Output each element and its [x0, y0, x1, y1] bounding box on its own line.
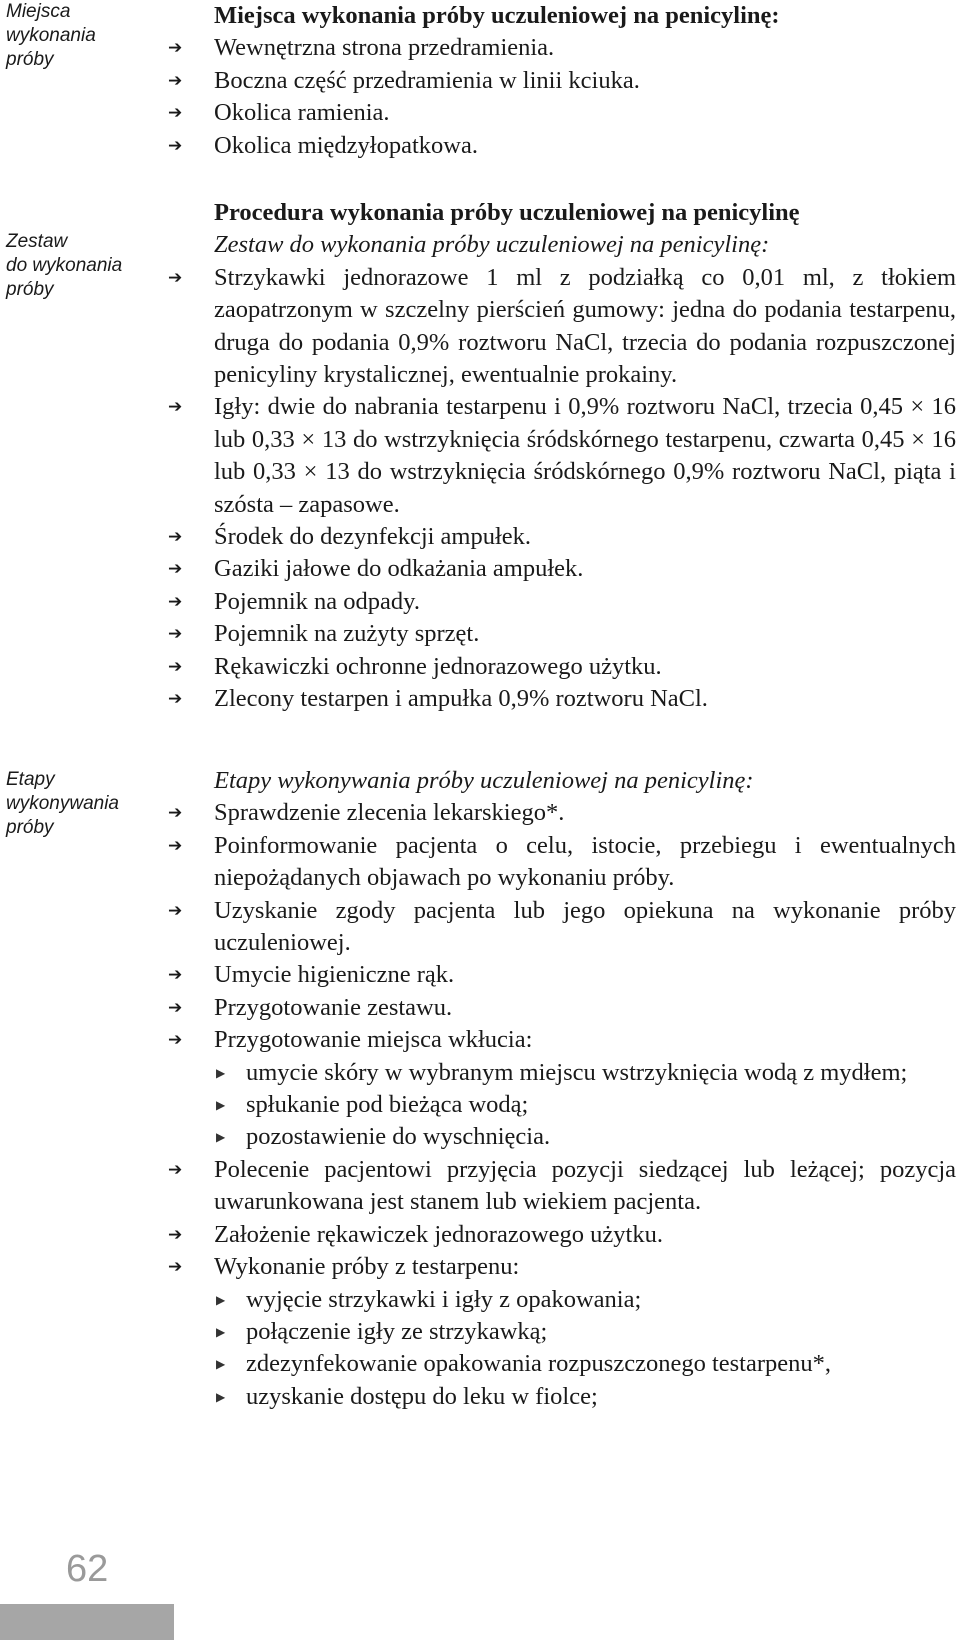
list-item-text: Strzykawki jednorazowe 1 ml z podziałką co 0,01 ml, z tłokiem zaopatrzonym w szczelny pierścień gumowy: jedna do podania testarpenu, druga do podania 0,9% roztworu NaCl, trzecia do podania rozpuszczonej penicyliny krystalicznej, ewentualnie prokainy.	[214, 263, 956, 389]
sub-list-item	[216, 1121, 956, 1153]
margin-label-etapy: Etapy wykonywania próby	[6, 769, 119, 838]
list-item	[168, 521, 956, 553]
sub-list-item-text: zdezynfekowanie opakowania rozpuszczonego testarpenu*,	[246, 1350, 832, 1378]
list-item	[168, 130, 956, 162]
list-item	[168, 651, 956, 683]
arrow-right-icon: ➔	[168, 397, 183, 418]
triangle-right-icon: ▶	[216, 1292, 226, 1307]
triangle-right-icon: ▶	[216, 1357, 226, 1372]
list-item	[168, 553, 956, 585]
sub-list-item	[216, 1089, 956, 1121]
arrow-right-icon: ➔	[168, 803, 183, 824]
list-item-text: Poinformowanie pacjenta o celu, istocie, przebiegu i ewentualnych niepożądanych objawach po wykonaniu próby.	[214, 831, 956, 892]
list-item	[168, 683, 956, 715]
list-item	[168, 32, 956, 64]
arrow-right-icon: ➔	[168, 1224, 183, 1245]
list-item-text: Środek do dezynfekcji ampułek.	[214, 523, 532, 551]
list-item-text: Zlecony testarpen i ampułka 0,9% roztworu NaCl.	[214, 685, 708, 713]
list-item-text: Okolica międzyłopatkowa.	[214, 131, 478, 159]
list-item-text: Założenie rękawiczek jednorazowego użytku.	[214, 1220, 663, 1248]
sub-list-item	[216, 1381, 956, 1413]
list-item	[168, 97, 956, 129]
arrow-right-icon: ➔	[168, 1030, 183, 1051]
list-item-text: Rękawiczki ochronne jednorazowego użytku.	[214, 652, 662, 680]
arrow-right-icon: ➔	[168, 70, 183, 91]
list-item-text: Okolica ramienia.	[214, 99, 390, 127]
section-heading: Miejsca wykonania próby uczuleniowej na penicylinę:	[214, 2, 780, 29]
list-item	[168, 830, 956, 895]
list-item-text: Gaziki jałowe do odkażania ampułek.	[214, 555, 584, 583]
list-item-text: Przygotowanie miejsca wkłucia:	[214, 1026, 533, 1054]
sub-list-item	[216, 1057, 956, 1089]
list-item	[168, 992, 956, 1024]
arrow-right-icon: ➔	[168, 900, 183, 921]
list-item-text: Przygotowanie zestawu.	[214, 993, 453, 1021]
triangle-right-icon: ▶	[216, 1065, 226, 1080]
sub-list-item	[216, 1284, 956, 1316]
list-item-text: Wewnętrzna strona przedramienia.	[214, 34, 555, 62]
arrow-right-icon: ➔	[168, 689, 183, 710]
arrow-right-icon: ➔	[168, 624, 183, 645]
list-item-text: Umycie higieniczne rąk.	[214, 961, 455, 989]
arrow-right-icon: ➔	[168, 965, 183, 986]
arrow-right-icon: ➔	[168, 656, 183, 677]
arrow-right-icon: ➔	[168, 135, 183, 156]
list-item	[168, 391, 956, 521]
list-item-text: Wykonanie próby z testarpenu:	[214, 1253, 520, 1281]
triangle-right-icon: ▶	[216, 1130, 226, 1145]
arrow-right-icon: ➔	[168, 1159, 183, 1180]
list-item	[168, 1154, 956, 1219]
triangle-right-icon: ▶	[216, 1389, 226, 1404]
sub-list-item	[216, 1348, 956, 1380]
list-item-text: Pojemnik na odpady.	[214, 587, 420, 615]
sub-list-item	[216, 1316, 956, 1348]
list-item	[168, 1219, 956, 1251]
list-item-text: Uzyskanie zgody pacjenta lub jego opiekuna na wykonanie próby uczuleniowej.	[214, 896, 956, 957]
section-etapy-content	[168, 765, 956, 1413]
list-item-text: Boczna część przedramienia w linii kciuka.	[214, 66, 640, 94]
sub-list-item-text: spłukanie pod bieżąca wodą;	[246, 1091, 529, 1119]
list-item	[168, 895, 956, 960]
arrow-right-icon: ➔	[168, 835, 183, 856]
list-item	[168, 797, 956, 829]
section-miejsca-content	[168, 0, 956, 162]
list-item-text: Sprawdzenie zlecenia lekarskiego*.	[214, 799, 565, 827]
sub-list-item-text: uzyskanie dostępu do leku w fiolce;	[246, 1382, 598, 1410]
list-item	[168, 959, 956, 991]
sub-list-item-text: pozostawienie do wyschnięcia.	[246, 1123, 551, 1151]
arrow-right-icon: ➔	[168, 267, 183, 288]
sub-list-item-text: wyjęcie strzykawki i igły z opakowania;	[246, 1285, 642, 1313]
triangle-right-icon: ▶	[216, 1098, 226, 1113]
page-number: 62	[66, 1548, 109, 1590]
list-item	[168, 262, 956, 392]
equipment-subheading: Zestaw do wykonania próby uczuleniowej na penicylinę:	[214, 231, 770, 259]
margin-label-miejsca: Miejsca wykonania próby	[6, 1, 96, 70]
steps-subheading: Etapy wykonywania próby uczuleniowej na penicylinę:	[214, 767, 754, 794]
arrow-right-icon: ➔	[168, 527, 183, 548]
list-item-text: Igły: dwie do nabrania testarpenu i 0,9% roztworu NaCl, trzecia 0,45 × 16 lub 0,33 × 13 do wstrzyknięcia śródskórnego testarpenu, czwarta 0,45 × 16 lub 0,33 × 13 do wstrzyknięcia śródskórnego 0,9% roztworu NaCl, piąta i szósta – zapasowe.	[214, 393, 956, 518]
list-item	[168, 1251, 956, 1283]
sub-list-item-text: umycie skóry w wybranym miejscu wstrzyknięcia wodą z mydłem;	[246, 1058, 908, 1086]
arrow-right-icon: ➔	[168, 559, 183, 580]
arrow-right-icon: ➔	[168, 38, 183, 59]
list-item	[168, 1024, 956, 1056]
list-item-text: Polecenie pacjentowi przyjęcia pozycji siedzącej lub leżącej; pozycja uwarunkowana jest stanem lub wiekiem pacjenta.	[214, 1155, 956, 1216]
arrow-right-icon: ➔	[168, 1257, 183, 1278]
list-item	[168, 586, 956, 618]
procedure-heading: Procedura wykonania próby uczuleniowej na penicylinę	[214, 199, 800, 226]
list-item-text: Pojemnik na zużyty sprzęt.	[214, 620, 480, 648]
arrow-right-icon: ➔	[168, 591, 183, 612]
arrow-right-icon: ➔	[168, 103, 183, 124]
sub-list-item-text: połączenie igły ze strzykawką;	[246, 1317, 548, 1345]
section-zestaw-content	[168, 197, 956, 716]
arrow-right-icon: ➔	[168, 997, 183, 1018]
triangle-right-icon: ▶	[216, 1324, 226, 1339]
list-item	[168, 618, 956, 650]
margin-label-zestaw: Zestaw do wykonania próby	[6, 231, 123, 300]
page-number-bar	[0, 1604, 174, 1640]
list-item	[168, 65, 956, 97]
